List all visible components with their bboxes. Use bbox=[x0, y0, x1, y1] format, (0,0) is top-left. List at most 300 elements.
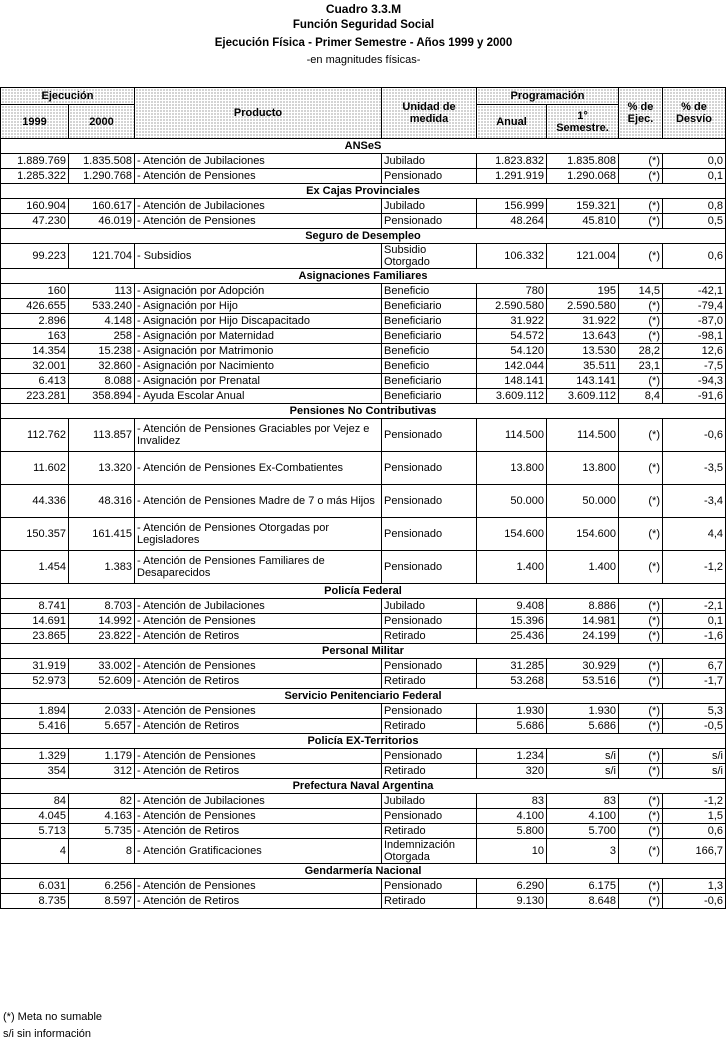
annual-cell: 142.044 bbox=[477, 359, 547, 374]
execution-1999-cell: 1.329 bbox=[1, 749, 69, 764]
unit-cell: Retirado bbox=[382, 719, 477, 734]
table-row bbox=[1, 329, 726, 344]
semester-cell: 8.648 bbox=[547, 894, 619, 909]
unit-cell: Jubilado bbox=[382, 154, 477, 169]
footnote-no-info: s/i sin información bbox=[3, 1028, 92, 1040]
execution-2000-cell: 8.703 bbox=[69, 599, 135, 614]
table-row bbox=[1, 839, 726, 864]
pct-deviation-cell: -1,2 bbox=[663, 794, 726, 809]
execution-1999-cell: 6.031 bbox=[1, 879, 69, 894]
semester-cell: 1.930 bbox=[547, 704, 619, 719]
product-cell: - Atención de Retiros bbox=[135, 719, 382, 734]
execution-1999-cell: 8.735 bbox=[1, 894, 69, 909]
annual-cell: 50.000 bbox=[477, 485, 547, 518]
product-cell: - Atención de Retiros bbox=[135, 764, 382, 779]
section-title: Policía Federal bbox=[1, 584, 726, 599]
execution-1999-cell: 44.336 bbox=[1, 485, 69, 518]
units-note: -en magnitudes físicas- bbox=[306, 54, 421, 66]
semester-cell: 45.810 bbox=[547, 214, 619, 229]
pct-deviation-cell: 4,4 bbox=[663, 518, 726, 551]
product-cell: - Atención de Pensiones bbox=[135, 749, 382, 764]
header-semestre: 1° Semestre. bbox=[547, 105, 619, 139]
annual-cell: 148.141 bbox=[477, 374, 547, 389]
table-row bbox=[1, 314, 726, 329]
execution-1999-cell: 14.691 bbox=[1, 614, 69, 629]
unit-cell: Pensionado bbox=[382, 659, 477, 674]
table-row bbox=[1, 879, 726, 894]
semester-cell: 114.500 bbox=[547, 419, 619, 452]
pct-execution-cell: 8,4 bbox=[619, 389, 663, 404]
execution-2000-cell: 533.240 bbox=[69, 299, 135, 314]
semester-cell: 4.100 bbox=[547, 809, 619, 824]
unit-cell: Retirado bbox=[382, 629, 477, 644]
unit-cell: Beneficio bbox=[382, 344, 477, 359]
unit-cell: Beneficiario bbox=[382, 329, 477, 344]
pct-deviation-cell: s/i bbox=[663, 749, 726, 764]
unit-cell: Pensionado bbox=[382, 518, 477, 551]
execution-2000-cell: 82 bbox=[69, 794, 135, 809]
unit-cell: Beneficio bbox=[382, 284, 477, 299]
semester-cell: 24.199 bbox=[547, 629, 619, 644]
product-cell: - Atención de Pensiones Familiares de Desaparecidos bbox=[135, 551, 382, 584]
annual-cell: 10 bbox=[477, 839, 547, 864]
pct-execution-cell: (*) bbox=[619, 419, 663, 452]
annual-cell: 1.291.919 bbox=[477, 169, 547, 184]
header-anual: Anual bbox=[477, 105, 547, 139]
unit-cell: Pensionado bbox=[382, 614, 477, 629]
unit-cell: Beneficiario bbox=[382, 374, 477, 389]
pct-deviation-cell: 1,3 bbox=[663, 879, 726, 894]
product-cell: - Atención de Retiros bbox=[135, 824, 382, 839]
execution-1999-cell: 4 bbox=[1, 839, 69, 864]
annual-cell: 5.800 bbox=[477, 824, 547, 839]
table-row bbox=[1, 894, 726, 909]
execution-2000-cell: 1.383 bbox=[69, 551, 135, 584]
pct-execution-cell: (*) bbox=[619, 485, 663, 518]
table-row bbox=[1, 344, 726, 359]
execution-1999-cell: 32.001 bbox=[1, 359, 69, 374]
semester-cell: 14.981 bbox=[547, 614, 619, 629]
product-cell: - Atención de Pensiones bbox=[135, 704, 382, 719]
table-row bbox=[1, 551, 726, 584]
annual-cell: 1.930 bbox=[477, 704, 547, 719]
pct-deviation-cell: 0,1 bbox=[663, 169, 726, 184]
table-row bbox=[1, 809, 726, 824]
header-pct-ejec: % de Ejec. bbox=[619, 88, 663, 139]
table-row bbox=[1, 214, 726, 229]
unit-cell: Pensionado bbox=[382, 879, 477, 894]
pct-execution-cell: (*) bbox=[619, 674, 663, 689]
pct-execution-cell: (*) bbox=[619, 809, 663, 824]
execution-2000-cell: 23.822 bbox=[69, 629, 135, 644]
pct-execution-cell: (*) bbox=[619, 704, 663, 719]
pct-execution-cell: (*) bbox=[619, 824, 663, 839]
unit-cell: Retirado bbox=[382, 674, 477, 689]
unit-cell: Pensionado bbox=[382, 169, 477, 184]
product-cell: - Atención de Pensiones Graciables por Vejez e Invalidez bbox=[135, 419, 382, 452]
table-row bbox=[1, 719, 726, 734]
execution-2000-cell: 113.857 bbox=[69, 419, 135, 452]
unit-cell: Retirado bbox=[382, 824, 477, 839]
header-1999: 1999 bbox=[1, 105, 69, 139]
pct-deviation-cell: s/i bbox=[663, 764, 726, 779]
header-programacion: Programación bbox=[477, 88, 619, 105]
pct-deviation-cell: 5,3 bbox=[663, 704, 726, 719]
execution-1999-cell: 5.713 bbox=[1, 824, 69, 839]
table-body bbox=[1, 139, 726, 909]
execution-2000-cell: 121.704 bbox=[69, 244, 135, 269]
product-cell: - Atención Gratificaciones bbox=[135, 839, 382, 864]
pct-execution-cell: (*) bbox=[619, 154, 663, 169]
section-header-row bbox=[1, 584, 726, 599]
execution-1999-cell: 160 bbox=[1, 284, 69, 299]
annual-cell: 2.590.580 bbox=[477, 299, 547, 314]
annual-cell: 13.800 bbox=[477, 452, 547, 485]
pct-deviation-cell: -0,6 bbox=[663, 419, 726, 452]
table-subtitle: Ejecución Física - Primer Semestre - Años 1999 y 2000 bbox=[214, 37, 513, 49]
section-header-row bbox=[1, 269, 726, 284]
section-header-row bbox=[1, 139, 726, 154]
execution-1999-cell: 426.655 bbox=[1, 299, 69, 314]
table-row bbox=[1, 359, 726, 374]
unit-cell: Pensionado bbox=[382, 551, 477, 584]
annual-cell: 780 bbox=[477, 284, 547, 299]
table-row bbox=[1, 704, 726, 719]
pct-deviation-cell: 0,1 bbox=[663, 614, 726, 629]
section-header-row bbox=[1, 229, 726, 244]
table-row bbox=[1, 452, 726, 485]
execution-1999-cell: 1.894 bbox=[1, 704, 69, 719]
semester-cell: 31.922 bbox=[547, 314, 619, 329]
annual-cell: 5.686 bbox=[477, 719, 547, 734]
semester-cell: 143.141 bbox=[547, 374, 619, 389]
semester-cell: 2.590.580 bbox=[547, 299, 619, 314]
pct-execution-cell: (*) bbox=[619, 719, 663, 734]
product-cell: - Asignación por Nacimiento bbox=[135, 359, 382, 374]
function-title: Función Seguridad Social bbox=[292, 19, 435, 31]
semester-cell: 5.686 bbox=[547, 719, 619, 734]
pct-deviation-cell: -2,1 bbox=[663, 599, 726, 614]
pct-deviation-cell: -1,7 bbox=[663, 674, 726, 689]
execution-2000-cell: 14.992 bbox=[69, 614, 135, 629]
product-cell: - Atención de Jubilaciones bbox=[135, 199, 382, 214]
execution-2000-cell: 161.415 bbox=[69, 518, 135, 551]
pct-deviation-cell: 0,8 bbox=[663, 199, 726, 214]
execution-2000-cell: 48.316 bbox=[69, 485, 135, 518]
section-header-row bbox=[1, 734, 726, 749]
product-cell: - Atención de Pensiones Otorgadas por Legisladores bbox=[135, 518, 382, 551]
pct-execution-cell: (*) bbox=[619, 764, 663, 779]
footnote-not-summable: (*) Meta no sumable bbox=[3, 1011, 103, 1023]
unit-cell: Pensionado bbox=[382, 704, 477, 719]
section-title: Asignaciones Familiares bbox=[1, 269, 726, 284]
execution-2000-cell: 32.860 bbox=[69, 359, 135, 374]
semester-cell: 8.886 bbox=[547, 599, 619, 614]
table-row bbox=[1, 629, 726, 644]
section-header-row bbox=[1, 404, 726, 419]
table-row bbox=[1, 154, 726, 169]
annual-cell: 31.922 bbox=[477, 314, 547, 329]
table-row bbox=[1, 518, 726, 551]
unit-cell: Pensionado bbox=[382, 419, 477, 452]
execution-1999-cell: 6.413 bbox=[1, 374, 69, 389]
pct-execution-cell: (*) bbox=[619, 169, 663, 184]
semester-cell: 6.175 bbox=[547, 879, 619, 894]
table-row bbox=[1, 284, 726, 299]
annual-cell: 31.285 bbox=[477, 659, 547, 674]
section-header-row bbox=[1, 644, 726, 659]
annual-cell: 9.408 bbox=[477, 599, 547, 614]
annual-cell: 3.609.112 bbox=[477, 389, 547, 404]
product-cell: - Atención de Jubilaciones bbox=[135, 154, 382, 169]
semester-cell: 154.600 bbox=[547, 518, 619, 551]
header-2000: 2000 bbox=[69, 105, 135, 139]
execution-2000-cell: 5.657 bbox=[69, 719, 135, 734]
pct-execution-cell: (*) bbox=[619, 599, 663, 614]
table-row bbox=[1, 824, 726, 839]
execution-1999-cell: 11.602 bbox=[1, 452, 69, 485]
annual-cell: 320 bbox=[477, 764, 547, 779]
execution-2000-cell: 312 bbox=[69, 764, 135, 779]
execution-1999-cell: 112.762 bbox=[1, 419, 69, 452]
pct-deviation-cell: 6,7 bbox=[663, 659, 726, 674]
table-row bbox=[1, 374, 726, 389]
pct-execution-cell: (*) bbox=[619, 374, 663, 389]
semester-cell: 3.609.112 bbox=[547, 389, 619, 404]
section-title: Pensiones No Contributivas bbox=[1, 404, 726, 419]
pct-execution-cell: (*) bbox=[619, 614, 663, 629]
semester-cell: 13.643 bbox=[547, 329, 619, 344]
annual-cell: 156.999 bbox=[477, 199, 547, 214]
pct-deviation-cell: -91,6 bbox=[663, 389, 726, 404]
pct-execution-cell: (*) bbox=[619, 314, 663, 329]
execution-2000-cell: 33.002 bbox=[69, 659, 135, 674]
pct-execution-cell: (*) bbox=[619, 199, 663, 214]
execution-2000-cell: 8 bbox=[69, 839, 135, 864]
semester-cell: 1.400 bbox=[547, 551, 619, 584]
execution-1999-cell: 223.281 bbox=[1, 389, 69, 404]
execution-1999-cell: 84 bbox=[1, 794, 69, 809]
annual-cell: 1.400 bbox=[477, 551, 547, 584]
pct-execution-cell: (*) bbox=[619, 749, 663, 764]
annual-cell: 1.234 bbox=[477, 749, 547, 764]
product-cell: - Atención de Retiros bbox=[135, 629, 382, 644]
section-title: ANSeS bbox=[1, 139, 726, 154]
unit-cell: Pensionado bbox=[382, 485, 477, 518]
product-cell: - Asignación por Adopción bbox=[135, 284, 382, 299]
table-row bbox=[1, 614, 726, 629]
unit-cell: Retirado bbox=[382, 894, 477, 909]
product-cell: - Asignación por Prenatal bbox=[135, 374, 382, 389]
execution-2000-cell: 113 bbox=[69, 284, 135, 299]
unit-cell: Retirado bbox=[382, 764, 477, 779]
pct-deviation-cell: 12,6 bbox=[663, 344, 726, 359]
product-cell: - Atención de Jubilaciones bbox=[135, 794, 382, 809]
section-header-row bbox=[1, 689, 726, 704]
annual-cell: 4.100 bbox=[477, 809, 547, 824]
unit-cell: Indemnización Otorgada bbox=[382, 839, 477, 864]
unit-cell: Pensionado bbox=[382, 452, 477, 485]
execution-2000-cell: 358.894 bbox=[69, 389, 135, 404]
product-cell: - Asignación por Matrimonio bbox=[135, 344, 382, 359]
annual-cell: 6.290 bbox=[477, 879, 547, 894]
semester-cell: 35.511 bbox=[547, 359, 619, 374]
pct-deviation-cell: 0,6 bbox=[663, 244, 726, 269]
annual-cell: 15.396 bbox=[477, 614, 547, 629]
section-header-row bbox=[1, 864, 726, 879]
execution-1999-cell: 99.223 bbox=[1, 244, 69, 269]
semester-cell: 159.321 bbox=[547, 199, 619, 214]
execution-1999-cell: 1.454 bbox=[1, 551, 69, 584]
unit-cell: Beneficiario bbox=[382, 314, 477, 329]
product-cell: - Atención de Retiros bbox=[135, 894, 382, 909]
table-row bbox=[1, 389, 726, 404]
product-cell: - Asignación por Hijo bbox=[135, 299, 382, 314]
section-title: Ex Cajas Provinciales bbox=[1, 184, 726, 199]
execution-2000-cell: 15.238 bbox=[69, 344, 135, 359]
execution-1999-cell: 47.230 bbox=[1, 214, 69, 229]
pct-execution-cell: (*) bbox=[619, 659, 663, 674]
execution-1999-cell: 1.889.769 bbox=[1, 154, 69, 169]
execution-1999-cell: 8.741 bbox=[1, 599, 69, 614]
semester-cell: 53.516 bbox=[547, 674, 619, 689]
semester-cell: s/i bbox=[547, 764, 619, 779]
table-row bbox=[1, 299, 726, 314]
execution-1999-cell: 150.357 bbox=[1, 518, 69, 551]
table-row bbox=[1, 199, 726, 214]
semester-cell: 50.000 bbox=[547, 485, 619, 518]
pct-execution-cell: 23,1 bbox=[619, 359, 663, 374]
execution-1999-cell: 5.416 bbox=[1, 719, 69, 734]
pct-deviation-cell: 0,6 bbox=[663, 824, 726, 839]
semester-cell: 13.530 bbox=[547, 344, 619, 359]
execution-1999-cell: 52.973 bbox=[1, 674, 69, 689]
annual-cell: 106.332 bbox=[477, 244, 547, 269]
pct-execution-cell: (*) bbox=[619, 299, 663, 314]
execution-2000-cell: 4.163 bbox=[69, 809, 135, 824]
unit-cell: Pensionado bbox=[382, 214, 477, 229]
execution-2000-cell: 1.835.508 bbox=[69, 154, 135, 169]
execution-2000-cell: 1.290.768 bbox=[69, 169, 135, 184]
execution-1999-cell: 354 bbox=[1, 764, 69, 779]
product-cell: - Atención de Pensiones bbox=[135, 169, 382, 184]
execution-1999-cell: 31.919 bbox=[1, 659, 69, 674]
annual-cell: 53.268 bbox=[477, 674, 547, 689]
execution-2000-cell: 8.597 bbox=[69, 894, 135, 909]
execution-2000-cell: 5.735 bbox=[69, 824, 135, 839]
section-title: Policía EX-Territorios bbox=[1, 734, 726, 749]
pct-execution-cell: (*) bbox=[619, 894, 663, 909]
annual-cell: 154.600 bbox=[477, 518, 547, 551]
semester-cell: 195 bbox=[547, 284, 619, 299]
annual-cell: 1.823.832 bbox=[477, 154, 547, 169]
section-title: Seguro de Desempleo bbox=[1, 229, 726, 244]
execution-2000-cell: 4.148 bbox=[69, 314, 135, 329]
unit-cell: Jubilado bbox=[382, 199, 477, 214]
unit-cell: Jubilado bbox=[382, 794, 477, 809]
pct-deviation-cell: -87,0 bbox=[663, 314, 726, 329]
table-row bbox=[1, 764, 726, 779]
section-header-row bbox=[1, 184, 726, 199]
execution-2000-cell: 8.088 bbox=[69, 374, 135, 389]
product-cell: - Atención de Pensiones bbox=[135, 879, 382, 894]
section-title: Prefectura Naval Argentina bbox=[1, 779, 726, 794]
annual-cell: 83 bbox=[477, 794, 547, 809]
pct-execution-cell: (*) bbox=[619, 551, 663, 584]
pct-deviation-cell: -79,4 bbox=[663, 299, 726, 314]
section-title: Personal Militar bbox=[1, 644, 726, 659]
product-cell: - Ayuda Escolar Anual bbox=[135, 389, 382, 404]
product-cell: - Atención de Pensiones Madre de 7 o más Hijos bbox=[135, 485, 382, 518]
product-cell: - Atención de Pensiones bbox=[135, 214, 382, 229]
pct-deviation-cell: -3,4 bbox=[663, 485, 726, 518]
semester-cell: 5.700 bbox=[547, 824, 619, 839]
section-header-row bbox=[1, 779, 726, 794]
product-cell: - Asignación por Hijo Discapacitado bbox=[135, 314, 382, 329]
annual-cell: 114.500 bbox=[477, 419, 547, 452]
semester-cell: s/i bbox=[547, 749, 619, 764]
pct-execution-cell: (*) bbox=[619, 629, 663, 644]
section-title: Gendarmería Nacional bbox=[1, 864, 726, 879]
pct-deviation-cell: 166,7 bbox=[663, 839, 726, 864]
pct-execution-cell: (*) bbox=[619, 879, 663, 894]
table-row bbox=[1, 419, 726, 452]
product-cell: - Atención de Pensiones bbox=[135, 614, 382, 629]
header-producto: Producto bbox=[135, 88, 382, 139]
pct-execution-cell: 28,2 bbox=[619, 344, 663, 359]
execution-table bbox=[0, 87, 726, 909]
unit-cell: Pensionado bbox=[382, 749, 477, 764]
execution-2000-cell: 46.019 bbox=[69, 214, 135, 229]
semester-cell: 13.800 bbox=[547, 452, 619, 485]
pct-execution-cell: (*) bbox=[619, 214, 663, 229]
product-cell: - Subsidios bbox=[135, 244, 382, 269]
execution-1999-cell: 1.285.322 bbox=[1, 169, 69, 184]
execution-1999-cell: 14.354 bbox=[1, 344, 69, 359]
pct-deviation-cell: -98,1 bbox=[663, 329, 726, 344]
annual-cell: 9.130 bbox=[477, 894, 547, 909]
table-number: Cuadro 3.3.M bbox=[325, 2, 402, 16]
semester-cell: 3 bbox=[547, 839, 619, 864]
unit-cell: Beneficiario bbox=[382, 389, 477, 404]
execution-2000-cell: 160.617 bbox=[69, 199, 135, 214]
execution-2000-cell: 1.179 bbox=[69, 749, 135, 764]
header-ejecucion: Ejecución bbox=[1, 88, 135, 105]
execution-2000-cell: 258 bbox=[69, 329, 135, 344]
pct-execution-cell: (*) bbox=[619, 244, 663, 269]
pct-execution-cell: (*) bbox=[619, 839, 663, 864]
pct-deviation-cell: -3,5 bbox=[663, 452, 726, 485]
unit-cell: Pensionado bbox=[382, 809, 477, 824]
annual-cell: 25.436 bbox=[477, 629, 547, 644]
product-cell: - Atención de Pensiones bbox=[135, 809, 382, 824]
pct-execution-cell: 14,5 bbox=[619, 284, 663, 299]
annual-cell: 54.572 bbox=[477, 329, 547, 344]
semester-cell: 1.835.808 bbox=[547, 154, 619, 169]
section-title: Servicio Penitenciario Federal bbox=[1, 689, 726, 704]
table-row bbox=[1, 674, 726, 689]
execution-1999-cell: 163 bbox=[1, 329, 69, 344]
table-row bbox=[1, 244, 726, 269]
header-pct-desvio: % de Desvío bbox=[663, 88, 726, 139]
table-row bbox=[1, 599, 726, 614]
product-cell: - Atención de Pensiones Ex-Combatientes bbox=[135, 452, 382, 485]
product-cell: - Atención de Jubilaciones bbox=[135, 599, 382, 614]
pct-deviation-cell: -42,1 bbox=[663, 284, 726, 299]
product-cell: - Asignación por Maternidad bbox=[135, 329, 382, 344]
semester-cell: 83 bbox=[547, 794, 619, 809]
execution-1999-cell: 160.904 bbox=[1, 199, 69, 214]
